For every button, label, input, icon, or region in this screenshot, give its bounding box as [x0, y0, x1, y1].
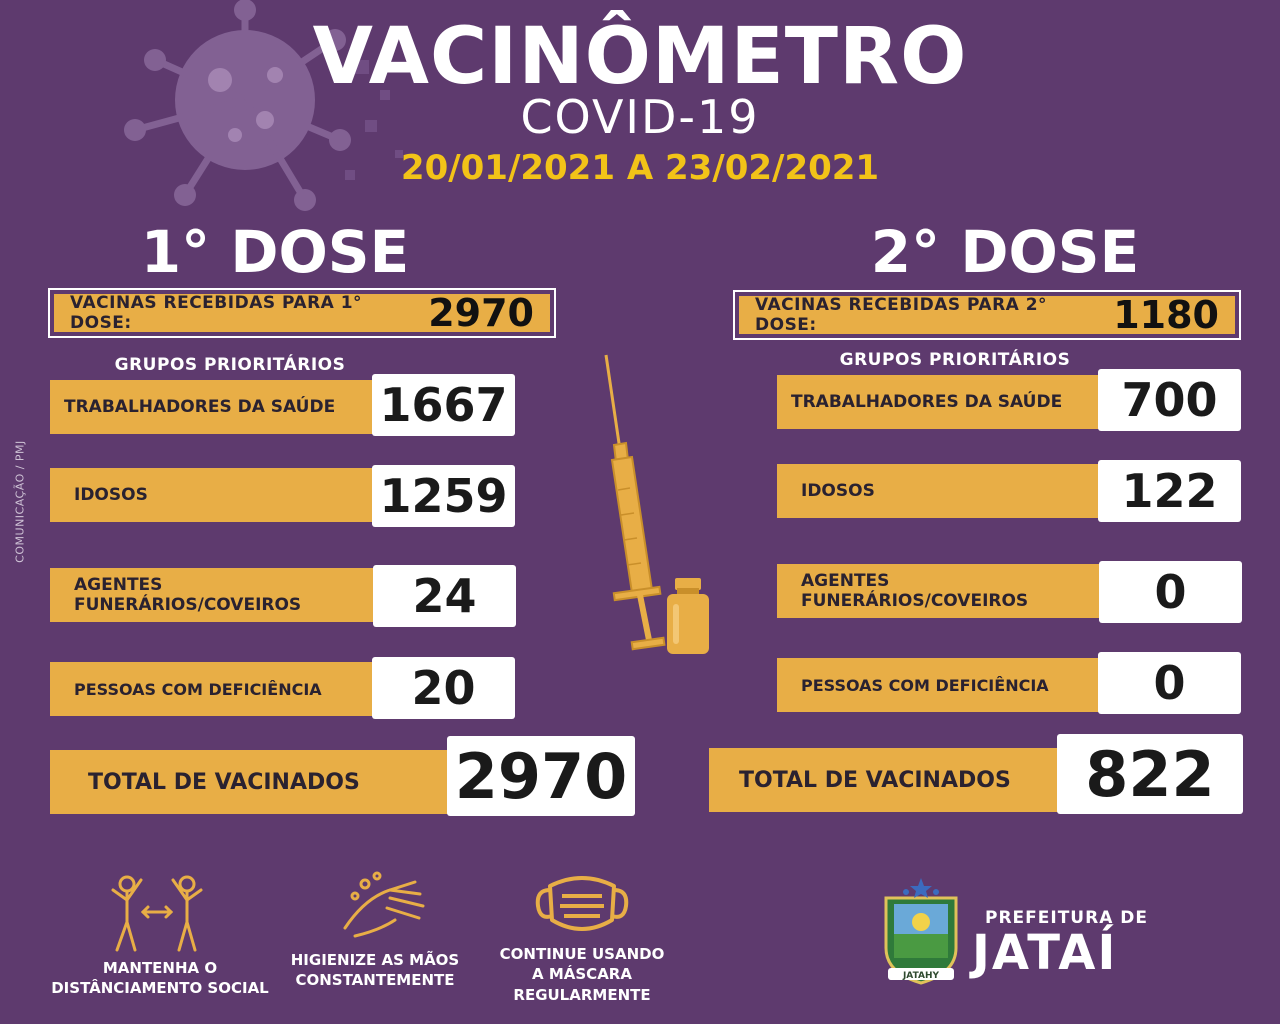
dose1-group-label: TRABALHADORES DA SAÚDE	[64, 397, 336, 417]
dose2-group-row-1	[777, 464, 1107, 518]
dose1-total-label: TOTAL DE VACINADOS	[88, 769, 360, 795]
dose2-group-label: PESSOAS COM DEFICIÊNCIA	[801, 675, 1049, 695]
dose1-received-value: 2970	[428, 291, 534, 335]
logo-prefix: PREFEITURA DE	[985, 908, 1149, 928]
dose2-received-label: VACINAS RECEBIDAS PARA 2° DOSE:	[755, 295, 1048, 335]
dose1-group-label: AGENTES FUNERÁRIOS/COVEIROS	[74, 575, 302, 615]
date-range: 20/01/2021 A 23/02/2021	[400, 148, 880, 188]
dose1-group-row-2	[50, 568, 380, 622]
dose1-group-value: 20	[372, 657, 515, 719]
dose2-group-value: 700	[1098, 369, 1241, 431]
distancing-line: MANTENHA O	[102, 959, 218, 977]
vial-icon	[665, 576, 711, 656]
city-crest-icon	[876, 878, 966, 990]
mask-line: A MÁSCARA	[532, 965, 632, 984]
face-mask-icon	[532, 868, 632, 940]
dose1-total-value: 2970	[447, 736, 635, 816]
dose2-total-label: TOTAL DE VACINADOS	[739, 767, 1011, 793]
dose2-group-value: 0	[1098, 652, 1241, 714]
dose1-group-value: 24	[373, 565, 516, 627]
hand-washing-icon	[335, 868, 435, 943]
mask-label	[482, 944, 682, 1005]
dose1-group-label: IDOSOS	[74, 485, 148, 505]
dose1-groups-title: GRUPOS PRIORITÁRIOS	[114, 355, 346, 375]
distancing-label	[40, 958, 280, 999]
dose1-received-label: VACINAS RECEBIDAS PARA 1° DOSE:	[70, 293, 363, 333]
hands-line: HIGIENIZE AS MÃOS	[290, 951, 460, 969]
dose1-group-value: 1667	[372, 374, 515, 436]
dose1-group-row-0	[50, 380, 380, 434]
dose2-group-label: AGENTES FUNERÁRIOS/COVEIROS	[801, 571, 1029, 611]
dose2-total-row	[709, 748, 1089, 812]
logo-city: JATAÍ	[972, 925, 1118, 981]
page-subtitle: COVID-19	[520, 90, 760, 144]
dose2-groups-title: GRUPOS PRIORITÁRIOS	[839, 350, 1071, 370]
dose2-heading: 2° DOSE	[870, 218, 1140, 286]
dose2-received-box	[733, 290, 1241, 340]
distancing-line: DISTÂNCIAMENTO SOCIAL	[51, 979, 269, 998]
dose2-group-label: TRABALHADORES DA SAÚDE	[791, 392, 1063, 412]
mask-line: REGULARMENTE	[513, 985, 651, 1004]
dose2-group-value: 0	[1099, 561, 1242, 623]
dose2-group-label: IDOSOS	[801, 481, 875, 501]
crest-banner-text: JATAHY	[902, 971, 940, 981]
page-title: VACINÔMETRO	[312, 12, 968, 102]
mask-line: CONTINUE USANDO	[499, 945, 665, 963]
dose2-group-row-0	[777, 375, 1107, 429]
dose2-group-row-2	[777, 564, 1107, 618]
dose1-group-label: PESSOAS COM DEFICIÊNCIA	[74, 679, 322, 699]
credit-text: COMUNICAÇÃO / PMJ	[13, 440, 27, 563]
dose2-group-value: 122	[1098, 460, 1241, 522]
dose2-group-row-3	[777, 658, 1107, 712]
dose1-heading: 1° DOSE	[140, 218, 410, 286]
hands-line: CONSTANTEMENTE	[295, 971, 455, 990]
dose1-group-row-3	[50, 662, 380, 716]
social-distancing-icon	[105, 870, 215, 955]
dose1-group-row-1	[50, 468, 380, 522]
dose2-total-value: 822	[1057, 734, 1243, 814]
dose2-received-value: 1180	[1113, 293, 1219, 337]
dose1-group-value: 1259	[372, 465, 515, 527]
hands-label	[275, 950, 475, 991]
dose1-total-row	[50, 750, 470, 814]
dose1-received-box	[48, 288, 556, 338]
